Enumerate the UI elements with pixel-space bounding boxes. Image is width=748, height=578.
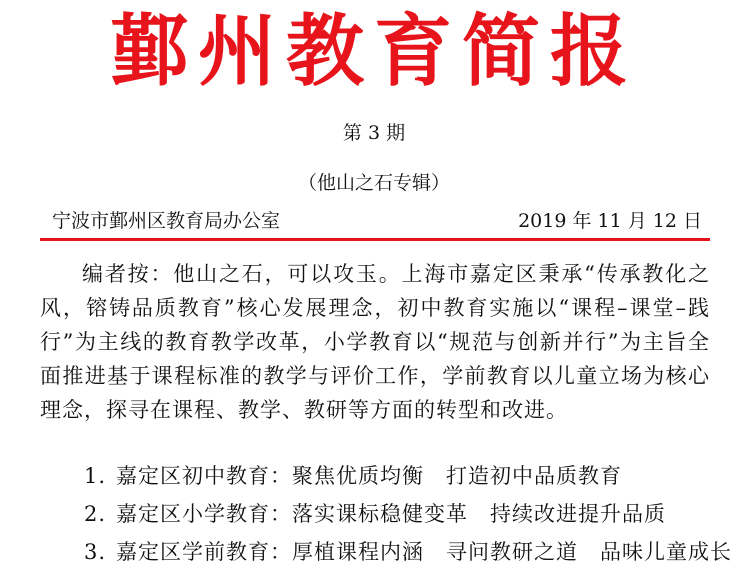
editor-note-text: 编者按：他山之石，可以攻玉。上海市嘉定区秉承“传承教化之风，镕铸品质教育”核心发展理念，初中教育实施以“课程–课堂–践行”为主线的教育教学改革，小学教育以“规范与创新并行”为主旨全面推进基于课程标准的教学与评价工作，学前教育以儿童立场为核心理念，探寻在课程、教学、教研等方面的转型和改进。 [40,262,710,422]
toc-item-title: 嘉定区学前教育：厚植课程内涵 寻问教研之道 品味儿童成长 [116,540,732,564]
masthead-title: 鄞州教育简报 [109,7,638,97]
toc-item-number: 1. [84,464,107,488]
toc-item-number: 2. [84,502,107,526]
toc-item-title: 嘉定区小学教育：落实课标稳健变革 持续改进提升品质 [116,502,666,526]
issuer-row [52,207,702,235]
toc-item[interactable] [84,533,732,571]
issue-number: 第 3 期 [342,122,406,144]
issuing-office: 宁波市鄞州区教育局办公室 [52,210,281,232]
toc-item-number: 3. [84,540,107,564]
red-divider-rule [40,238,710,241]
special-edition-label: （他山之石专辑） [297,172,450,194]
toc-item[interactable] [84,495,724,533]
issue-date: 2019 年 11 月 12 日 [518,210,702,232]
editor-note [40,257,710,427]
table-of-contents [84,457,732,571]
toc-item[interactable] [84,457,724,495]
toc-item-title: 嘉定区初中教育：聚焦优质均衡 打造初中品质教育 [116,464,622,488]
